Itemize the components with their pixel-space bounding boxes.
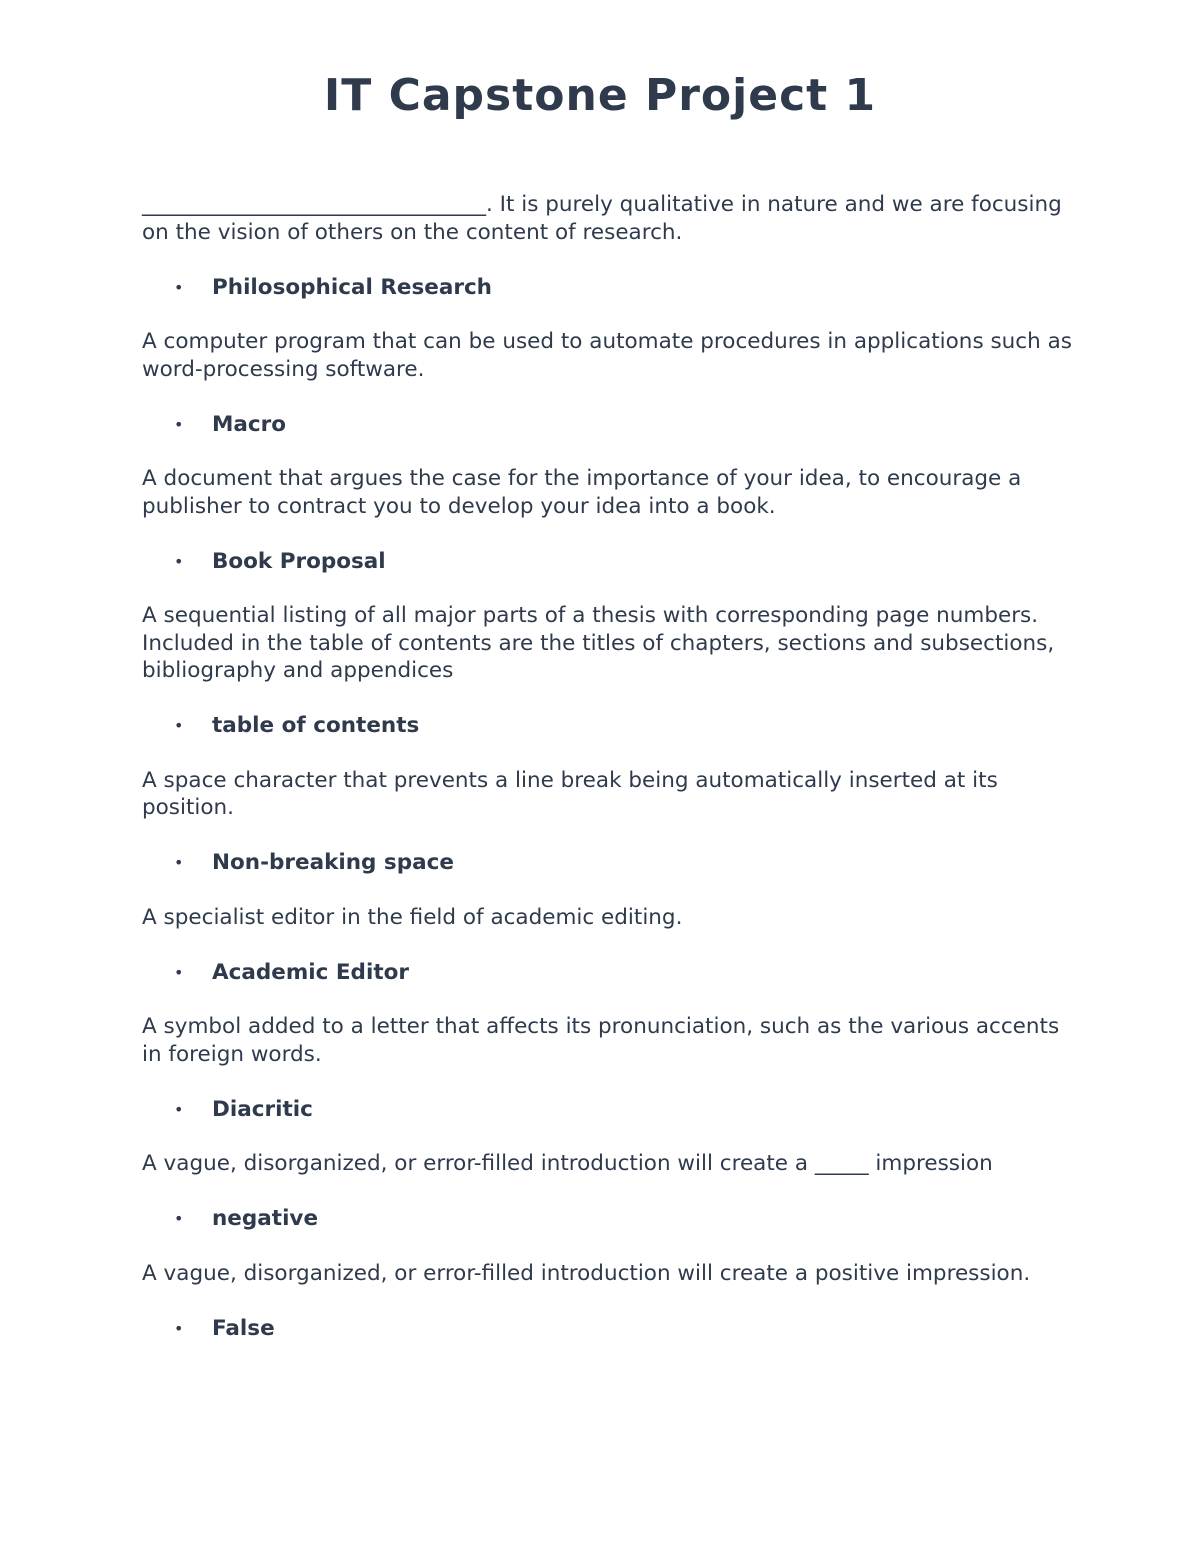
- answer-text: False: [212, 1315, 275, 1341]
- answer-text: negative: [212, 1206, 319, 1231]
- answer-text: table of contents: [212, 713, 420, 738]
- bullet-icon: •: [174, 1318, 184, 1338]
- answer-text: Academic Editor: [212, 959, 409, 985]
- bullet-icon: •: [174, 1099, 184, 1119]
- answer-item: [142, 712, 1072, 740]
- answer-item: [142, 547, 1072, 575]
- bullet-icon: •: [174, 1209, 184, 1228]
- answer-item: [142, 849, 1072, 877]
- bullet-icon: •: [174, 853, 184, 872]
- answer-item: [142, 410, 1072, 438]
- bullet-icon: •: [174, 962, 184, 982]
- question-text: A document that argues the case for the importance of your idea, to encourage a publisher to contract you to develop your idea into a book.: [142, 466, 1022, 519]
- bullet-icon: •: [174, 414, 184, 434]
- bullet-icon: •: [174, 277, 184, 297]
- answer-item: [142, 1205, 1072, 1233]
- bullet-icon: •: [174, 716, 184, 735]
- answer-item: [142, 1095, 1072, 1123]
- bullet-icon: •: [174, 551, 184, 571]
- question-text: A specialist editor in the field of academic editing.: [142, 904, 683, 930]
- answer-text: Philosophical Research: [212, 274, 492, 300]
- answer-item: [142, 1314, 1072, 1342]
- answer-text: Non-breaking space: [212, 850, 454, 875]
- question-text: A sequential listing of all major parts of a thesis with corresponding page numbers. Included in the table of contents are the titles of chapters, sections and subsections, bibliography and appendices: [142, 603, 1055, 683]
- question-text: A computer program that can be used to automate procedures in applications such as word-processing software.: [142, 329, 1072, 382]
- answer-item: [142, 958, 1072, 986]
- question-text: A vague, disorganized, or error-filled introduction will create a positive impression.: [142, 1260, 1031, 1286]
- answer-text: Macro: [212, 411, 287, 437]
- answer-text: Diacritic: [212, 1096, 313, 1122]
- question-text: A symbol added to a letter that affects its pronunciation, such as the various accents in foreign words.: [142, 1014, 1060, 1067]
- answer-item: [142, 273, 1072, 301]
- question-text: ________________________________. It is purely qualitative in nature and we are focusing on the vision of others on the content of research.: [142, 192, 1062, 245]
- page-title: IT Capstone Project 1: [323, 70, 877, 121]
- question-text: A vague, disorganized, or error-filled introduction will create a _____ impression: [142, 1151, 993, 1176]
- qa-list: [142, 191, 1072, 1342]
- question-text: A space character that prevents a line break being automatically inserted at its position.: [142, 767, 998, 820]
- answer-text: Book Proposal: [212, 548, 386, 574]
